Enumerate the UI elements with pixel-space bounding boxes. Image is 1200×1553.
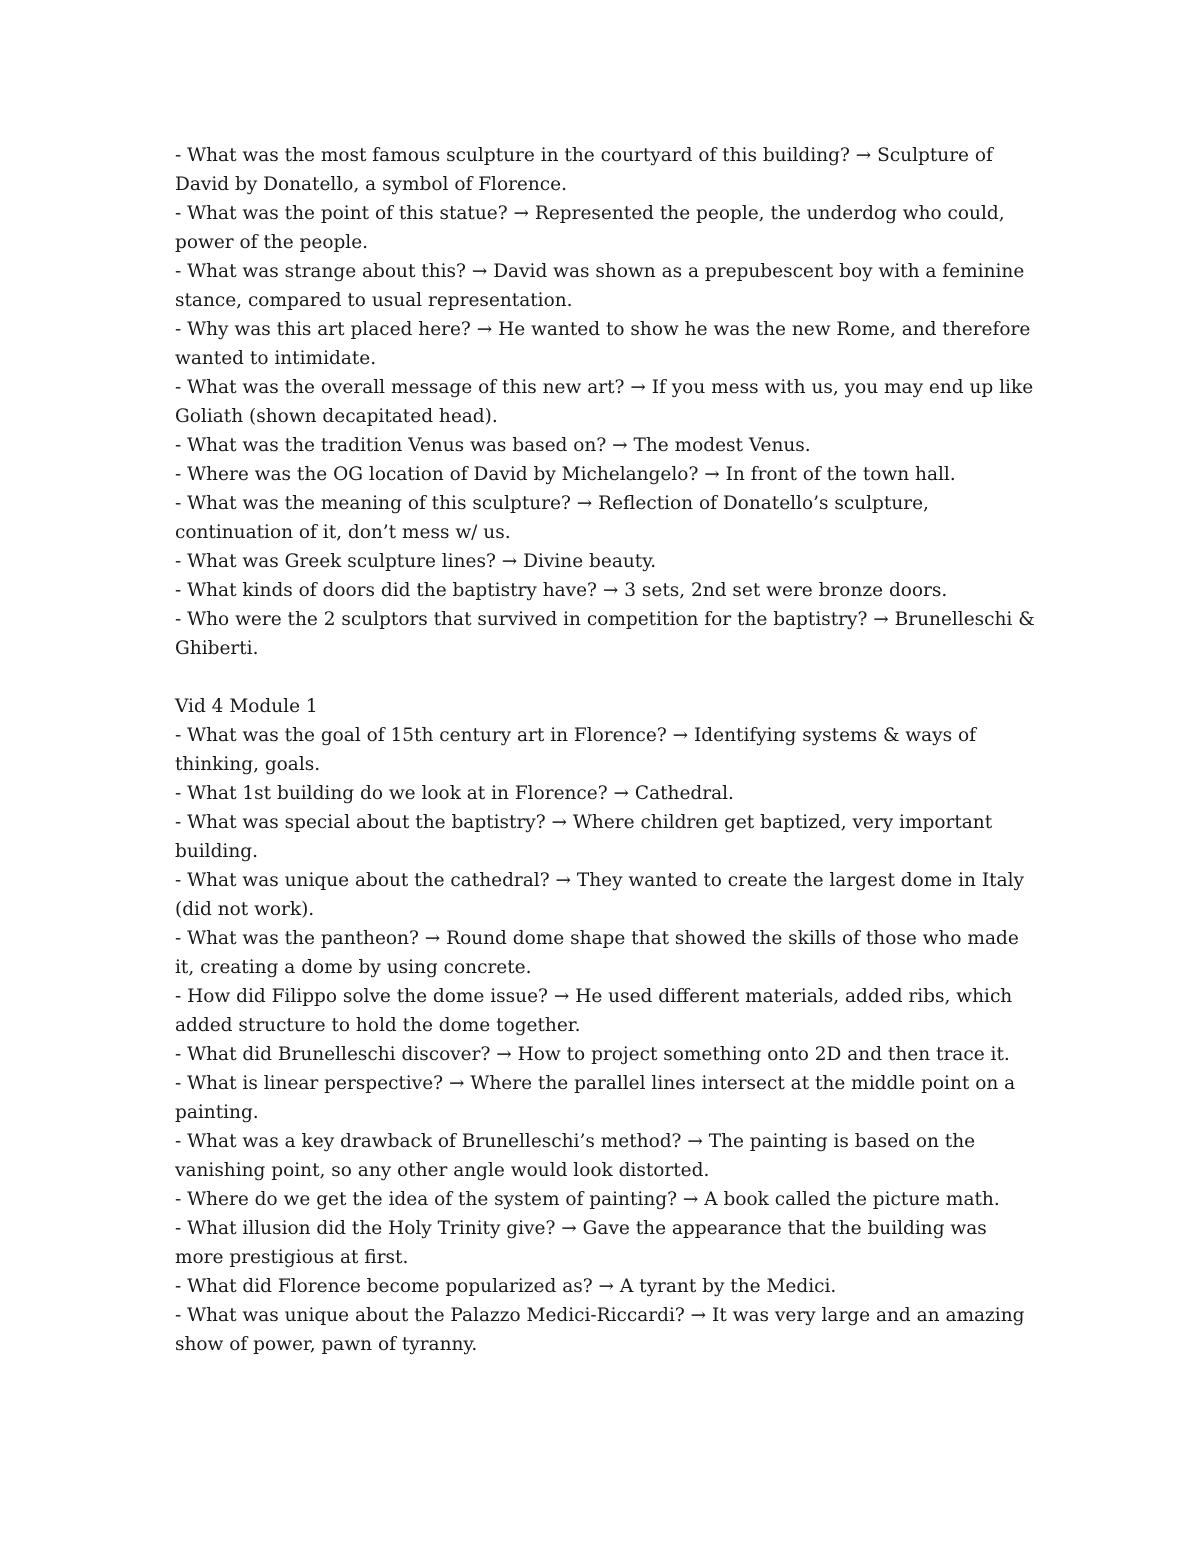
note-line: - What was unique about the Palazzo Medici-Riccardi? → It was very large and an amazing show of power, pawn of tyranny. (175, 1305, 1025, 1355)
note-line: - What was the tradition Venus was based on? → The modest Venus. (175, 435, 811, 456)
note-line: - What illusion did the Holy Trinity give? → Gave the appearance that the building was more prestigious at first. (175, 1218, 987, 1268)
section-heading: Vid 4 Module 1 (175, 696, 318, 717)
note-line: - What was Greek sculpture lines? → Divine beauty. (175, 551, 657, 572)
section-1 (175, 141, 1035, 663)
note-line: - What was the most famous sculpture in the courtyard of this building? → Sculpture of David by Donatello, a symbol of Florence. (175, 145, 993, 195)
note-line: - How did Filippo solve the dome issue? → He used different materials, added ribs, which added structure to hold the dome together. (175, 986, 1013, 1036)
note-line: - What was the meaning of this sculpture? → Reflection of Donatello’s sculpture, continuation of it, don’t mess w/ us. (175, 493, 929, 543)
note-line: - What kinds of doors did the baptistry have? → 3 sets, 2nd set were bronze doors. (175, 580, 948, 601)
note-line: - What is linear perspective? → Where the parallel lines intersect at the middle point on a painting. (175, 1073, 1016, 1123)
note-line: - What was unique about the cathedral? → They wanted to create the largest dome in Italy (did not work). (175, 870, 1024, 920)
section-spacer (175, 663, 1035, 692)
note-line: - What was the overall message of this new art? → If you mess with us, you may end up like Goliath (shown decapitated head). (175, 377, 1034, 427)
section-2 (175, 692, 1035, 1359)
note-line: - Where do we get the idea of the system of painting? → A book called the picture math. (175, 1189, 1000, 1210)
note-line: - What was the goal of 15th century art in Florence? → Identifying systems & ways of thinking, goals. (175, 725, 976, 775)
note-line: - What was strange about this? → David was shown as a prepubescent boy with a feminine stance, compared to usual representation. (175, 261, 1025, 311)
note-line: - Who were the 2 sculptors that survived in competition for the baptistry? → Brunelleschi & Ghiberti. (175, 609, 1035, 659)
note-line: - What 1st building do we look at in Florence? → Cathedral. (175, 783, 734, 804)
note-line: - Why was this art placed here? → He wanted to show he was the new Rome, and therefore wanted to intimidate. (175, 319, 1031, 369)
note-line: - What did Brunelleschi discover? → How to project something onto 2D and then trace it. (175, 1044, 1010, 1065)
note-line: - What was special about the baptistry? → Where children get baptized, very important building. (175, 812, 993, 862)
document-page (175, 141, 1035, 1359)
note-line: - What did Florence become popularized as? → A tyrant by the Medici. (175, 1276, 837, 1297)
note-line: - What was the pantheon? → Round dome shape that showed the skills of those who made it, creating a dome by using concrete. (175, 928, 1019, 978)
note-line: - What was the point of this statue? → Represented the people, the underdog who could, power of the people. (175, 203, 1005, 253)
note-line: - What was a key drawback of Brunelleschi’s method? → The painting is based on the vanishing point, so any other angle would look distorted. (175, 1131, 976, 1181)
note-line: - Where was the OG location of David by Michelangelo? → In front of the town hall. (175, 464, 956, 485)
